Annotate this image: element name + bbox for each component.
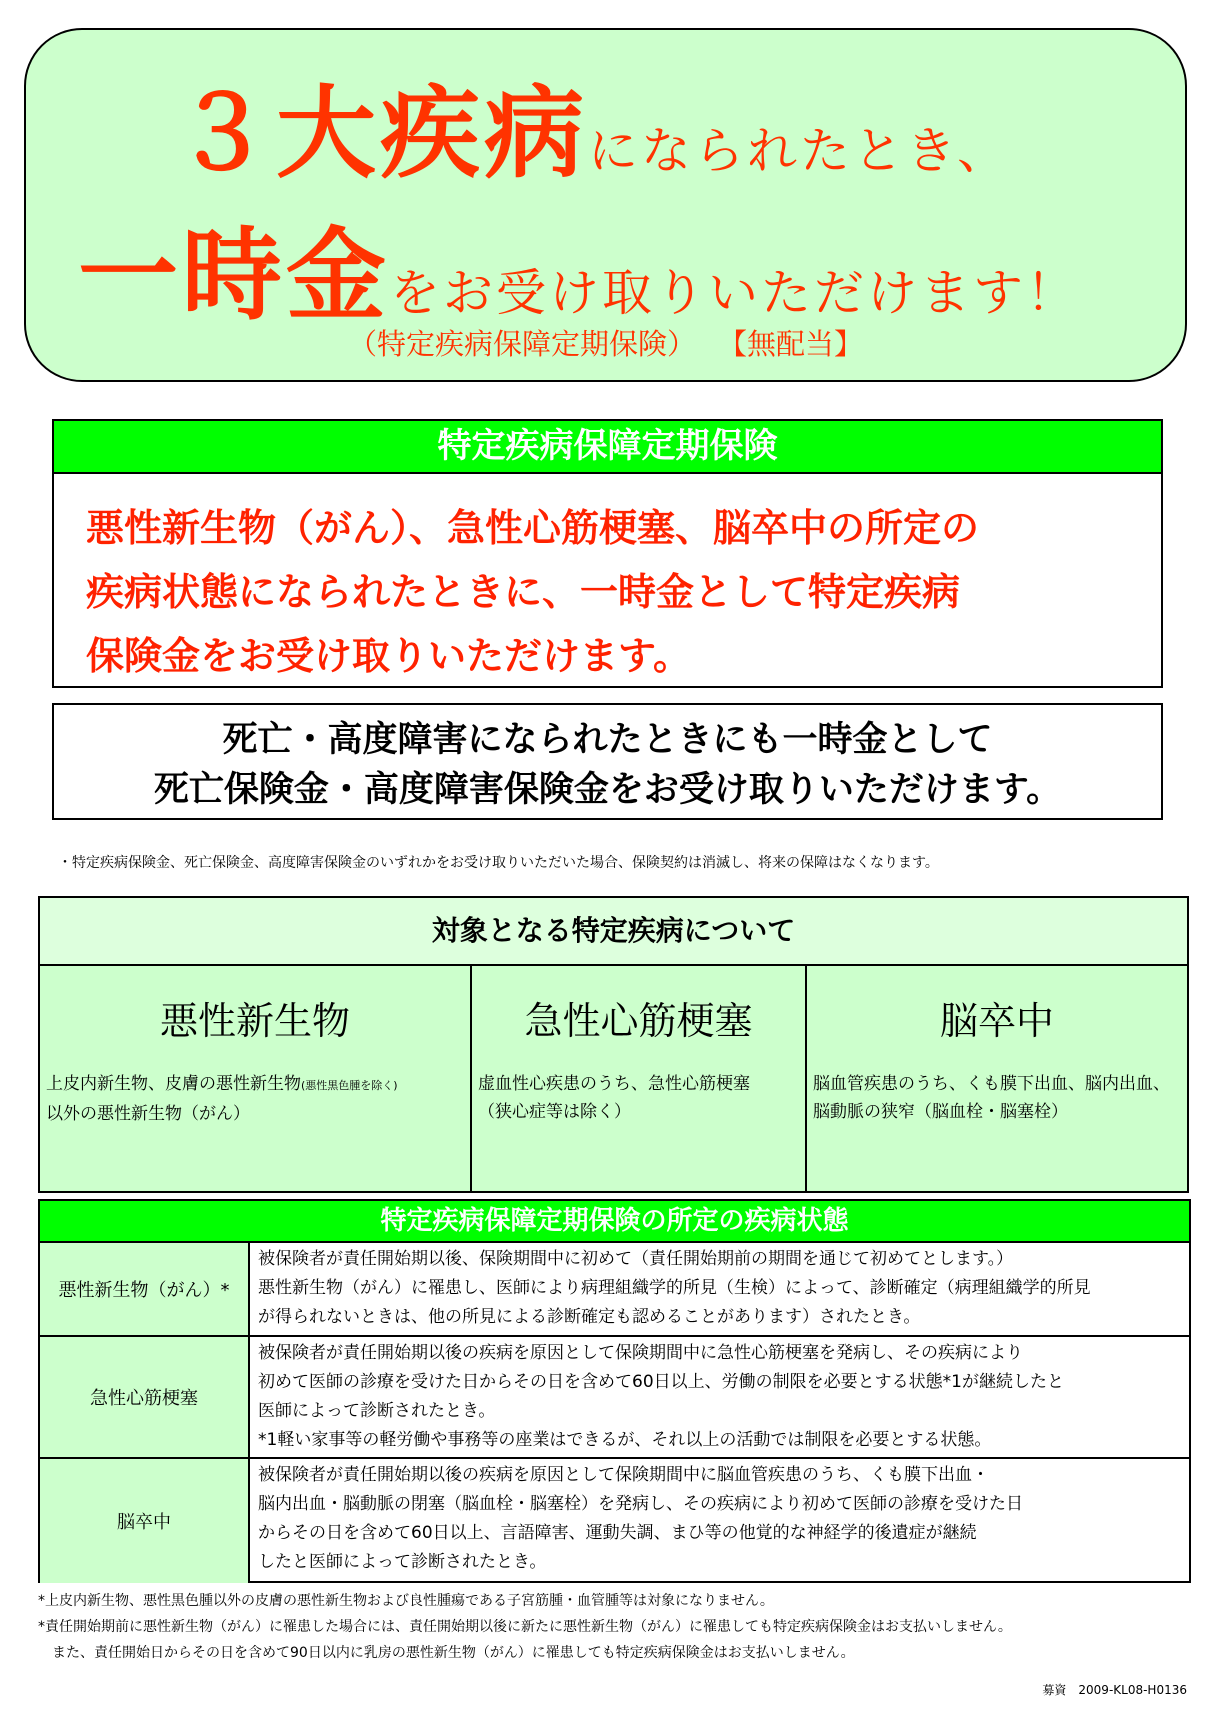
hero-highlight-diseases: ３大疾病 [172, 75, 588, 192]
hero-text-receive: をお受け取りいただけます！ [390, 264, 1079, 322]
target-diseases-table [38, 896, 1189, 1193]
summary-line: 疾病状態になられたときに、一時金として特定疾病 [86, 570, 961, 614]
death-benefit-box [52, 703, 1163, 820]
row-text-line: 医師によって診断されたとき。 [258, 1401, 496, 1421]
conditions-header: 特定疾病保障定期保険の所定の疾病状態 [40, 1201, 1189, 1243]
row-text-line: したと医師によって診断されたとき。 [258, 1552, 547, 1572]
row-text [250, 1243, 1189, 1335]
row-text-line: 初めて医師の診療を受けた日からその日を含めて60日以上、労働の制限を必要とする状態*1が継続したと [258, 1372, 1064, 1392]
product-name: （特定疾病保障定期保険） [347, 327, 696, 361]
disease-desc-note: (悪性黒色腫を除く) [301, 1079, 398, 1092]
disease-desc-line: 虚血性心疾患のうち、急性心筋梗塞 [478, 1074, 750, 1094]
row-text [250, 1459, 1189, 1583]
table-row [40, 1459, 1189, 1583]
summary-body [54, 474, 1161, 688]
target-diseases-header: 対象となる特定疾病について [40, 898, 1187, 966]
summary-line: 悪性新生物（がん）、急性心筋梗塞、脳卒中の所定の [86, 506, 980, 550]
row-label: 脳卒中 [40, 1459, 250, 1583]
disease-column-cancer [40, 966, 472, 1193]
hero-text-when: になられたとき、 [588, 122, 1010, 180]
row-text-line: が得られないときは、他の所見による診断確定も認めることがあります）されたとき。 [258, 1307, 921, 1327]
row-label: 悪性新生物（がん）* [40, 1243, 250, 1335]
hero-line-2 [78, 217, 1079, 334]
table-row [40, 1243, 1189, 1337]
row-text [250, 1337, 1189, 1457]
document-code: 募資 2009-KL08-H0136 [1042, 1683, 1187, 1697]
summary-box [52, 419, 1163, 688]
row-text-line: 悪性新生物（がん）に罹患し、医師により病理組織学的所見（生検）によって、診断確定（病理組織学的所見 [258, 1278, 1091, 1298]
row-text-line: 脳内出血・脳動脈の閉塞（脳血栓・脳塞栓）を発病し、その疾病により初めて医師の診療を受けた日 [258, 1494, 1023, 1514]
footnote: *上皮内新生物、悪性黒色腫以外の皮膚の悪性新生物および良性腫瘍である子宮筋腫・血管腫等は対象になりません。 [38, 1593, 774, 1609]
disease-title: 急性心筋梗塞 [524, 999, 753, 1043]
death-benefit-line: 死亡保険金・高度障害保険金をお受け取りいただけます。 [153, 770, 1062, 810]
disease-desc-line: 上皮内新生物、皮膚の悪性新生物 [46, 1074, 301, 1094]
disease-column-heart-attack [472, 966, 807, 1193]
disease-title: 悪性新生物 [159, 999, 350, 1043]
row-text-line: 被保険者が責任開始期以後の疾病を原因として保険期間中に脳血管疾患のうち、くも膜下出血・ [258, 1465, 989, 1485]
hero-banner [24, 28, 1187, 382]
disease-desc-line: 以外の悪性新生物（がん） [46, 1104, 250, 1124]
disease-desc-line: （狭心症等は除く） [478, 1102, 631, 1122]
disease-description [46, 1070, 466, 1128]
footnote: また、責任開始日からその日を含めて90日以内に乳房の悪性新生物（がん）に罹患しても特定疾病保険金はお支払いしません。 [38, 1645, 855, 1661]
disease-conditions-table [38, 1199, 1191, 1583]
disease-desc-line: 脳血管疾患のうち、くも膜下出血、脳内出血、 [813, 1074, 1170, 1094]
disease-description [813, 1070, 1183, 1126]
summary-header: 特定疾病保障定期保険 [54, 421, 1161, 474]
summary-line: 保険金をお受け取りいただけます。 [86, 634, 691, 678]
footnote: *責任開始期前に悪性新生物（がん）に罹患した場合には、責任開始期以後に新たに悪性新生物（がん）に罹患しても特定疾病保険金はお支払いしません。 [38, 1619, 1012, 1635]
disease-desc-line: 脳動脈の狭窄（脳血栓・脳塞栓） [813, 1102, 1068, 1122]
disease-description [478, 1070, 801, 1126]
disease-column-stroke [807, 966, 1187, 1193]
hero-line-1 [172, 75, 1010, 192]
row-label: 急性心筋梗塞 [40, 1337, 250, 1457]
row-text-line: *1軽い家事等の軽労働や事務等の座業はできるが、それ以上の活動では制限を必要とする状態。 [258, 1430, 992, 1450]
death-benefit-line: 死亡・高度障害になられたときにも一時金として [222, 720, 993, 760]
row-text-line: 被保険者が責任開始期以後、保険期間中に初めて（責任開始期前の期間を通じて初めてとします。） [258, 1249, 1014, 1269]
contract-note: ・特定疾病保険金、死亡保険金、高度障害保険金のいずれかをお受け取りいただいた場合、保険契約は消滅し、将来の保障はなくなります。 [58, 855, 939, 871]
row-text-line: 被保険者が責任開始期以後の疾病を原因として保険期間中に急性心筋梗塞を発病し、その疾病により [258, 1343, 1023, 1363]
dividend-tag: 【無配当】 [718, 327, 864, 361]
hero-product-name [26, 327, 1185, 361]
row-text-line: からその日を含めて60日以上、言語障害、運動失調、まひ等の他覚的な神経学的後遺症が継続 [258, 1523, 977, 1543]
disease-title: 脳卒中 [939, 999, 1054, 1043]
hero-highlight-lump-sum: 一時金 [78, 217, 390, 334]
table-row [40, 1337, 1189, 1459]
